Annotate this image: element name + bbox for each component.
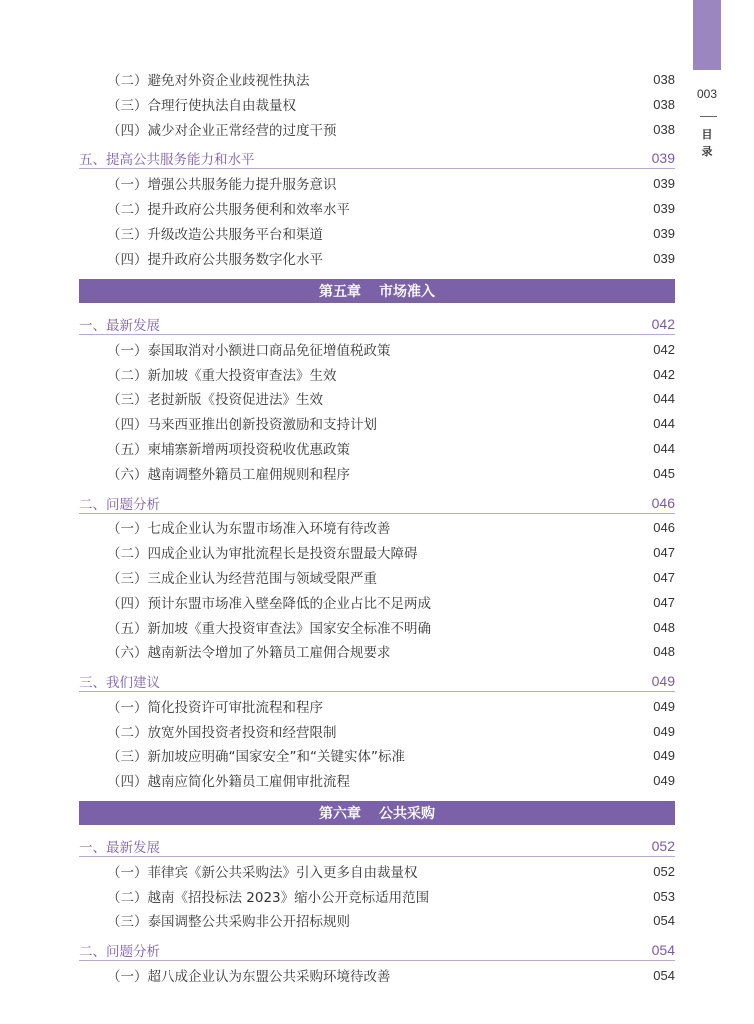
toc-entry-page: 046	[653, 519, 675, 535]
toc-entry-title: （四）提升政府公共服务数字化水平	[107, 252, 323, 268]
toc-entry-page: 044	[653, 390, 675, 406]
section-underline	[79, 334, 675, 335]
toc-entry-page: 039	[651, 150, 675, 166]
toc-entry-title: 二、问题分析	[79, 497, 160, 513]
toc-entry-title: （三）新加坡应明确“国家安全”和“关键实体”标准	[107, 749, 405, 765]
toc-entry-page: 054	[653, 912, 675, 928]
toc-subsection-entry[interactable]	[79, 221, 675, 245]
toc-entry-page: 038	[653, 96, 675, 112]
toc-entry-title: （四）马来西亚推出创新投资激励和支持计划	[107, 417, 377, 433]
toc-entry-page: 039	[653, 250, 675, 266]
toc-entry-title: （四）预计东盟市场准入壁垒降低的企业占比不足两成	[107, 596, 431, 612]
chapter-heading	[79, 801, 675, 825]
toc-entry-title: （四）越南应简化外籍员工雇佣审批流程	[107, 774, 350, 790]
toc-subsection-entry[interactable]	[79, 411, 675, 435]
toc-subsection-entry[interactable]	[79, 908, 675, 932]
toc-subsection-entry[interactable]	[79, 884, 675, 908]
toc-entry-page: 042	[653, 341, 675, 357]
chapter-number: 第五章	[319, 284, 361, 300]
toc-subsection-entry[interactable]	[79, 337, 675, 361]
toc-entry-page: 039	[653, 225, 675, 241]
toc-section-entry[interactable]	[79, 491, 675, 515]
toc-subsection-entry[interactable]	[79, 515, 675, 539]
toc-entry-title: （一）增强公共服务能力提升服务意识	[107, 177, 337, 193]
toc-entry-title: （三）合理行使执法自由裁量权	[107, 98, 296, 114]
toc-entry-page: 047	[653, 594, 675, 610]
toc-section-entry[interactable]	[79, 938, 675, 962]
toc-entry-page: 045	[653, 465, 675, 481]
toc-subsection-entry[interactable]	[79, 694, 675, 718]
toc-entry-title: 三、我们建议	[79, 675, 160, 691]
toc-entry-page: 039	[653, 175, 675, 191]
toc-entry-page: 049	[653, 723, 675, 739]
toc-subsection-entry[interactable]	[79, 171, 675, 195]
toc-entry-page: 038	[653, 121, 675, 137]
toc-entry-title: （二）越南《招投标法 2023》缩小公开竞标适用范围	[107, 890, 430, 906]
toc-subsection-entry[interactable]	[79, 362, 675, 386]
toc-entry-page: 049	[653, 747, 675, 763]
toc-entry-page: 052	[653, 863, 675, 879]
section-underline	[79, 168, 675, 169]
contents-label	[693, 126, 721, 160]
page-number: 003	[696, 87, 718, 101]
section-underline	[79, 856, 675, 857]
toc-entry-title: （二）放宽外国投资者投资和经营限制	[107, 725, 337, 741]
toc-entry-title: （六）越南新法令增加了外籍员工雇佣合规要求	[107, 645, 391, 661]
toc-subsection-entry[interactable]	[79, 436, 675, 460]
toc-entry-title: （一）七成企业认为东盟市场准入环境有待改善	[107, 521, 391, 537]
side-tab-marker	[693, 0, 721, 70]
section-underline	[79, 960, 675, 961]
toc-entry-page: 048	[653, 643, 675, 659]
toc-section-entry[interactable]	[79, 669, 675, 693]
toc-section-entry[interactable]	[79, 312, 675, 336]
chapter-title: 公共采购	[379, 806, 435, 822]
toc-entry-title: 一、最新发展	[79, 840, 160, 856]
toc-entry-title: （四）减少对企业正常经营的过度干预	[107, 123, 337, 139]
toc-entry-title: （三）三成企业认为经营范围与领域受限严重	[107, 571, 377, 587]
toc-subsection-entry[interactable]	[79, 117, 675, 141]
section-underline	[79, 691, 675, 692]
toc-entry-title: （三）泰国调整公共采购非公开招标规则	[107, 914, 350, 930]
toc-section-entry[interactable]	[79, 146, 675, 170]
toc-entry-title: （二）新加坡《重大投资审查法》生效	[107, 368, 337, 384]
toc-subsection-entry[interactable]	[79, 639, 675, 663]
toc-entry-page: 039	[653, 200, 675, 216]
toc-entry-page: 053	[653, 888, 675, 904]
toc-entry-page: 044	[653, 415, 675, 431]
contents-label-char: 目	[701, 128, 713, 141]
toc-entry-title: （五）柬埔寨新增两项投资税收优惠政策	[107, 442, 350, 458]
toc-subsection-entry[interactable]	[79, 540, 675, 564]
toc-entry-page: 042	[653, 366, 675, 382]
toc-subsection-entry[interactable]	[79, 963, 675, 987]
toc-entry-title: （五）新加坡《重大投资审查法》国家安全标准不明确	[107, 621, 431, 637]
chapter-title: 市场准入	[379, 284, 435, 300]
chapter-heading	[79, 279, 675, 303]
toc-entry-title: （六）越南调整外籍员工雇佣规则和程序	[107, 467, 350, 483]
toc-entry-title: 二、问题分析	[79, 944, 160, 960]
toc-entry-title: （一）超八成企业认为东盟公共采购环境待改善	[107, 969, 391, 985]
toc-entry-page: 038	[653, 71, 675, 87]
toc-entry-title: （一）泰国取消对小额进口商品免征增值税政策	[107, 343, 391, 359]
toc-subsection-entry[interactable]	[79, 590, 675, 614]
contents-label-char: 录	[701, 145, 713, 158]
toc-subsection-entry[interactable]	[79, 461, 675, 485]
toc-entry-page: 042	[651, 316, 675, 332]
toc-entry-page: 052	[651, 838, 675, 854]
toc-entry-page: 054	[651, 942, 675, 958]
toc-subsection-entry[interactable]	[79, 92, 675, 116]
toc-entry-title: （三）升级改造公共服务平台和渠道	[107, 227, 323, 243]
toc-subsection-entry[interactable]	[79, 196, 675, 220]
toc-entry-page: 047	[653, 544, 675, 560]
toc-entry-title: （二）避免对外资企业歧视性执法	[107, 73, 310, 89]
toc-entry-page: 049	[653, 698, 675, 714]
toc-subsection-entry[interactable]	[79, 768, 675, 792]
section-underline	[79, 513, 675, 514]
toc-entry-title: （二）提升政府公共服务便利和效率水平	[107, 202, 350, 218]
toc-entry-page: 049	[651, 673, 675, 689]
toc-subsection-entry[interactable]	[79, 246, 675, 270]
toc-subsection-entry[interactable]	[79, 719, 675, 743]
toc-subsection-entry[interactable]	[79, 615, 675, 639]
toc-subsection-entry[interactable]	[79, 743, 675, 767]
toc-entry-page: 048	[653, 619, 675, 635]
toc-entry-page: 046	[651, 495, 675, 511]
toc-entry-page: 054	[653, 967, 675, 983]
toc-subsection-entry[interactable]	[79, 386, 675, 410]
toc-section-entry[interactable]	[79, 834, 675, 858]
toc-entry-title: （一）菲律宾《新公共采购法》引入更多自由裁量权	[107, 865, 418, 881]
toc-entry-title: （一）简化投资许可审批流程和程序	[107, 700, 323, 716]
toc-entry-title: （二）四成企业认为审批流程长是投资东盟最大障碍	[107, 546, 418, 562]
toc-entry-page: 049	[653, 772, 675, 788]
toc-subsection-entry[interactable]	[79, 859, 675, 883]
side-divider	[700, 116, 717, 117]
toc-entry-page: 047	[653, 569, 675, 585]
toc-entry-title: （三）老挝新版《投资促进法》生效	[107, 392, 323, 408]
toc-entry-page: 044	[653, 440, 675, 456]
toc-entry-title: 五、提高公共服务能力和水平	[79, 152, 255, 168]
chapter-number: 第六章	[319, 806, 361, 822]
toc-subsection-entry[interactable]	[79, 67, 675, 91]
toc-subsection-entry[interactable]	[79, 565, 675, 589]
toc-entry-title: 一、最新发展	[79, 318, 160, 334]
